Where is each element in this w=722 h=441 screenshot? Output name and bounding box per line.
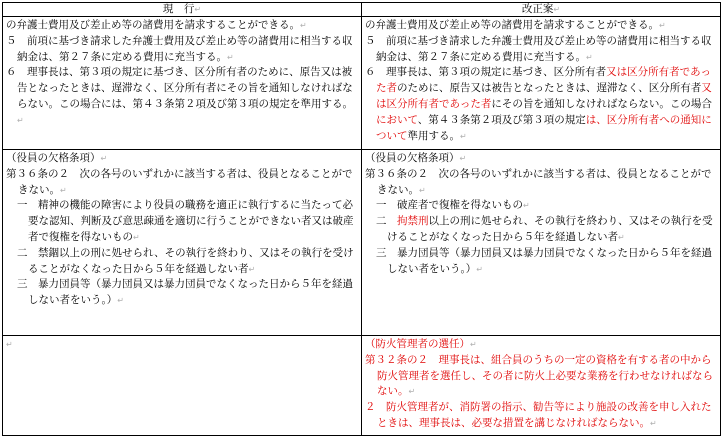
current-cell-3-empty [3, 336, 362, 436]
revised-caption: （役員の欠格条項）↵ [365, 152, 467, 164]
return-mark: ↵ [6, 340, 13, 349]
revised-cell-1 [362, 17, 721, 150]
current-item-3: 三 暴力団員等（暴力団員又は暴力団員でなくなった日から５年を経過しない者をいう。）↵ [17, 278, 353, 307]
current-cell-2 [3, 150, 362, 336]
revised-paragraph-6: ６ 理事長は、第３項の規定に基づき、区分所有者又は区分所有者であった者のために、原告又は被告となったときは、遅滞なく、区分所有者又は区分所有者であった者にその旨を通知しなければならない。この場合において、第４３条第２項及び第３項の規定は、区分所有者への通知について準用する。↵ [365, 66, 712, 142]
header-current: 現 行↵ [3, 3, 362, 17]
revision-highlight: 拘禁刑 [397, 215, 429, 228]
current-text-line: の弁護士費用及び差止め等の諸費用を請求することができる。↵ [6, 19, 307, 31]
revised-text-line: の弁護士費用及び差止め等の諸費用を請求することができる。↵ [365, 19, 666, 31]
revised-caption-fire: （防火管理者の選任）↵ [365, 338, 477, 350]
revision-highlight: 又は区分所有者であった者 [376, 82, 712, 110]
revision-highlight: は、区分所有者への通知について [376, 113, 712, 142]
revised-cell-3 [362, 336, 721, 436]
current-caption: （役員の欠格条項）↵ [6, 152, 108, 164]
revised-paragraph-5: ５ 前項に基づき請求した弁護士費用及び差止め等の諸費用に相当する収納金は、第２７条に定める費用に充当する。↵ [365, 34, 712, 63]
revised-item-2: 二 拘禁刑以上の刑に処せられ、その執行を終わり、又はその執行を受けることがなくなった日から５年を経過しない者↵ [376, 215, 713, 243]
revised-item-3: 三 暴力団員等（暴力団員又は暴力団員でなくなった日から５年を経過しない者をいう。）↵ [376, 246, 712, 275]
revised-item-1: 一 破産者で復権を得ないもの↵ [376, 199, 530, 212]
revised-article-36-2: 第３６条の２ 次の各号のいずれかに該当する者は、役員となることができない。↵ [365, 167, 712, 196]
header-revised: 改正案↵ [362, 3, 721, 17]
current-paragraph-6: ６ 理事長は、第３項の規定に基づき、区分所有者のために、原告又は被告となったときは、遅滞なく、区分所有者にその旨を通知しなければならない。この場合には、第４３条第２項及び第３項の規定を準用する。↵ [6, 66, 353, 125]
current-article-36-2: 第３６条の２ 次の各号のいずれかに該当する者は、役員となることができない。↵ [6, 167, 353, 196]
current-cell-1 [3, 17, 362, 150]
current-item-1: 一 精神の機能の障害により役員の職務を適正に執行するに当たって必要な認知、判断及び意思疎通を適切に行うことができない者又は破産者で復権を得ないもの↵ [17, 199, 354, 243]
revision-highlight: において [376, 113, 418, 126]
revised-cell-2 [362, 150, 721, 336]
comparison-table [2, 2, 721, 436]
revised-article-32-2: 第３２条の２ 理事長は、組合員のうちの一定の資格を有する者の中から防火管理者を選任し、その者に防火上必要な業務を行わせなければならない。↵ [365, 353, 713, 398]
revision-highlight: 又は区分所有者であった者 [376, 66, 711, 95]
revised-paragraph-2: ２ 防火管理者が、消防署の指示、勧告等により施設の改善を申し入れたときは、理事長は、必要な措置を講じなければならない。↵ [365, 401, 712, 429]
current-item-2: 二 禁錮以上の刑に処せられ、その執行を終わり、又はその執行を受けることがなくなった日から５年を経過しない者↵ [17, 246, 354, 275]
current-paragraph-5: ５ 前項に基づき請求した弁護士費用及び差止め等の諸費用に相当する収納金は、第２７条に定める費用に充当する。↵ [6, 34, 353, 63]
